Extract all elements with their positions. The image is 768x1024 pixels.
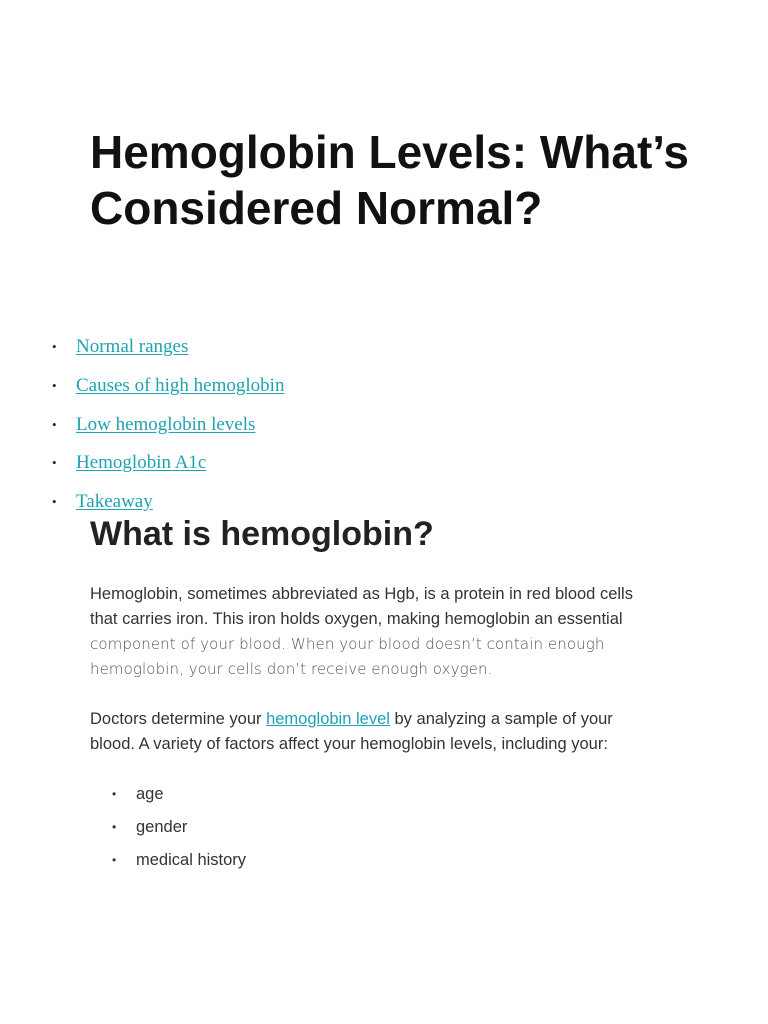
paragraph-line: Hemoglobin, sometimes abbreviated as Hgb, is a protein in red blood cells xyxy=(90,585,633,603)
toc-link-causes-high[interactable]: Causes of high hemoglobin xyxy=(76,374,285,396)
factors-list xyxy=(112,782,246,881)
toc-link-normal-ranges[interactable]: Normal ranges xyxy=(76,336,189,357)
list-item: • medical history xyxy=(112,848,246,881)
list-item: • gender xyxy=(112,815,246,848)
list-item xyxy=(52,411,284,450)
paragraph-line: blood. A variety of factors affect your hemoglobin levels, including your: xyxy=(90,735,608,753)
toc-link-a1c[interactable]: Hemoglobin A1c xyxy=(76,452,207,474)
page-title: Hemoglobin Levels: What’s Considered Normal? xyxy=(90,126,689,234)
toc-link-takeaway[interactable]: Takeaway xyxy=(76,491,153,512)
list-item xyxy=(52,333,284,372)
list-item: • age xyxy=(112,782,246,815)
paragraph-line: that carries iron. This iron holds oxygen, making hemoglobin an essential xyxy=(90,610,623,628)
paragraph-text: by analyzing a sample of your xyxy=(389,710,613,728)
list-item xyxy=(52,372,284,411)
intro-paragraph xyxy=(90,582,690,682)
table-of-contents xyxy=(52,333,284,527)
list-item xyxy=(52,449,284,488)
paragraph-line: component of your blood. When your blood doesn’t contain enough xyxy=(90,635,605,653)
paragraph-text: Doctors determine your xyxy=(90,710,267,728)
hemoglobin-level-link[interactable]: hemoglobin level xyxy=(266,710,390,728)
paragraph-line: hemoglobin, your cells don’t receive enough oxygen. xyxy=(90,660,493,678)
section-heading: What is hemoglobin? xyxy=(90,515,434,553)
toc-link-low-levels[interactable]: Low hemoglobin levels xyxy=(76,413,256,435)
factors-paragraph xyxy=(90,707,690,757)
